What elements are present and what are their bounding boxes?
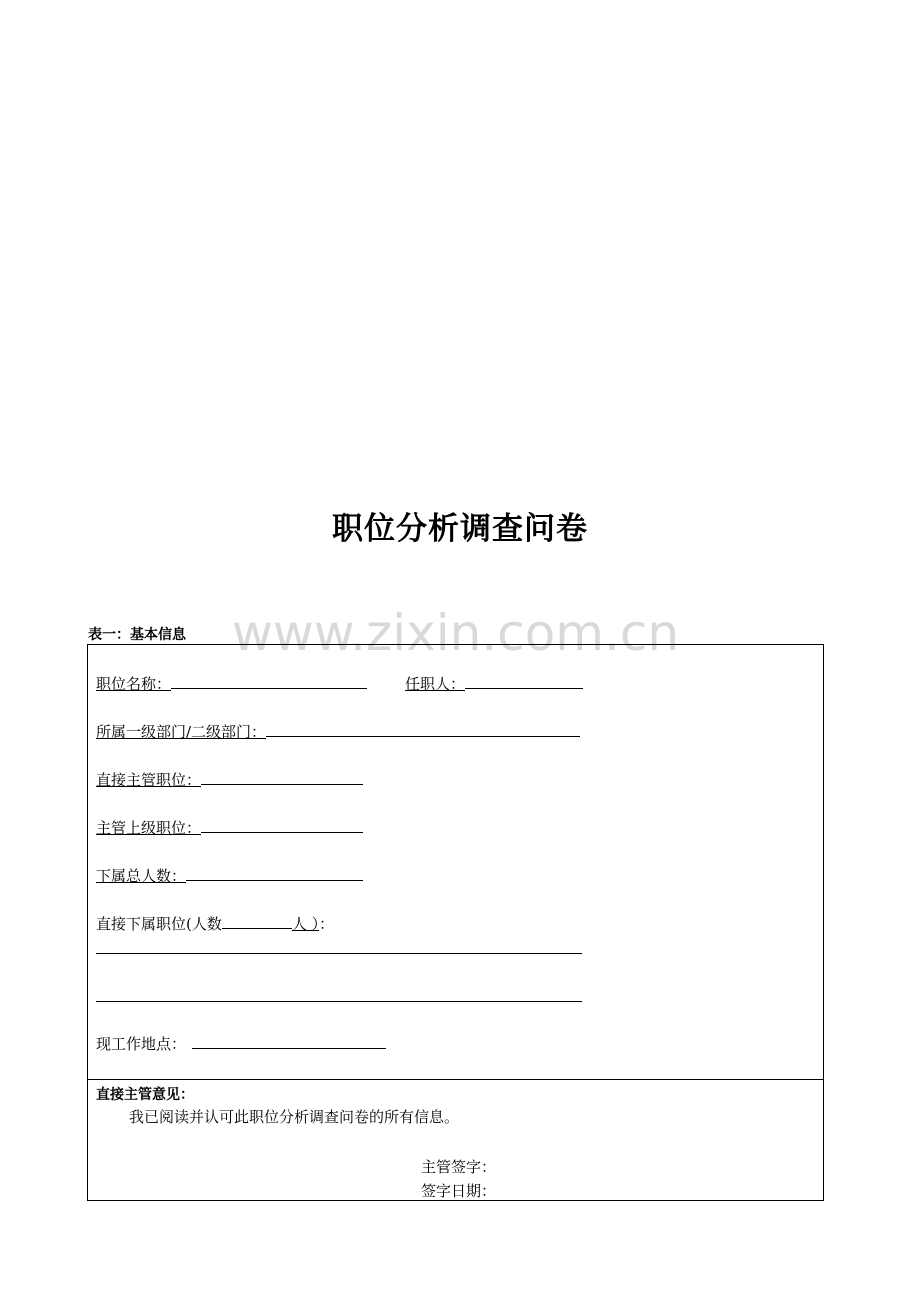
direct-supervisor-position-field[interactable] <box>96 770 363 789</box>
department-field[interactable] <box>96 722 580 741</box>
direct-subordinates-field[interactable] <box>96 914 334 933</box>
direct-subordinates-colon: ： <box>319 915 335 933</box>
direct-supervisor-position-label: 直接主管职位： <box>96 771 202 789</box>
direct-subordinates-line-2[interactable] <box>96 1001 582 1002</box>
position-name-blank[interactable] <box>171 674 367 689</box>
supervisor-superior-position-label: 主管上级职位： <box>96 819 202 837</box>
department-label: 所属一级部门/二级部门： <box>96 723 267 741</box>
position-name-field[interactable] <box>96 674 367 693</box>
document-title: 职位分析调查问卷 <box>332 511 588 547</box>
sign-date-label[interactable]: 签字日期： <box>421 1182 497 1200</box>
watermark: www.zixin.com.cn <box>232 604 680 662</box>
opinion-statement: 我已阅读并认可此职位分析调查问卷的所有信息。 <box>129 1108 460 1126</box>
work-location-label: 现工作地点： <box>96 1035 187 1053</box>
incumbent-label: 任职人： <box>405 675 466 693</box>
position-name-label: 职位名称： <box>96 675 172 693</box>
supervisor-superior-position-field[interactable] <box>96 818 363 837</box>
work-location-field[interactable] <box>96 1034 386 1053</box>
direct-subordinates-unit: 人 ） <box>291 915 320 933</box>
direct-supervisor-position-blank[interactable] <box>201 770 363 785</box>
total-subordinates-label: 下属总人数： <box>96 867 187 885</box>
incumbent-field[interactable] <box>405 674 583 693</box>
total-subordinates-blank[interactable] <box>186 866 363 881</box>
supervisor-superior-position-blank[interactable] <box>201 818 363 833</box>
signature-label[interactable]: 主管签字： <box>421 1158 497 1176</box>
direct-subordinates-line-1[interactable] <box>96 953 582 954</box>
work-location-blank[interactable] <box>192 1034 386 1049</box>
incumbent-blank[interactable] <box>465 674 583 689</box>
direct-subordinates-count-blank[interactable] <box>222 914 292 929</box>
department-blank[interactable] <box>266 722 580 737</box>
basic-info-box <box>87 644 824 1079</box>
section-label: 表一：基本信息 <box>88 627 186 643</box>
total-subordinates-field[interactable] <box>96 866 363 885</box>
opinion-title: 直接主管意见： <box>96 1087 194 1103</box>
direct-subordinates-label: 直接下属职位(人数 <box>96 915 222 933</box>
